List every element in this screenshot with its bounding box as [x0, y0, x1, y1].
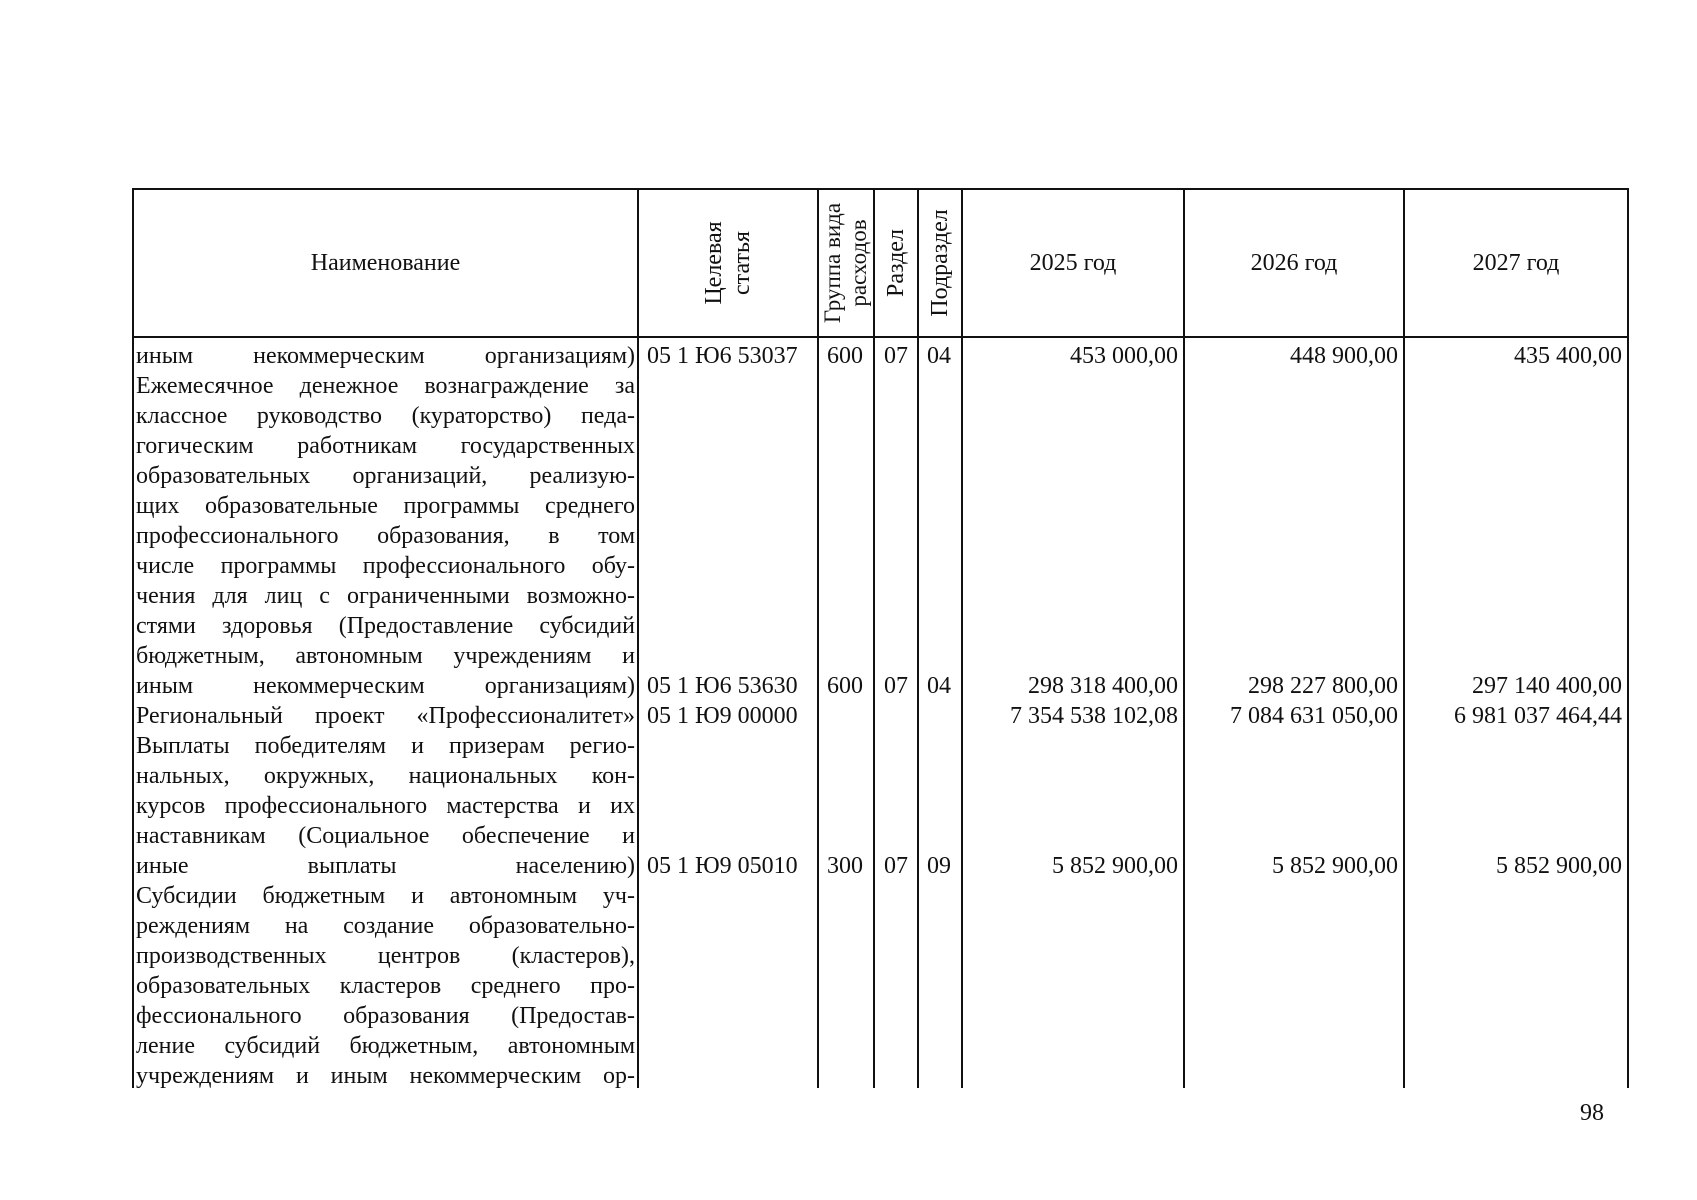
column-divider — [873, 338, 875, 1088]
row-value-2026: 448 900,00 — [1290, 343, 1398, 369]
row-value-2025: 453 000,00 — [1070, 343, 1178, 369]
header-section-label: Раздел — [883, 229, 909, 297]
column-divider — [1403, 338, 1405, 1088]
row-name: Выплаты победителям и призерам регио- нальных, окружных, национальных кон- курсов профессионального мастерства и их наставникам (Социальное обеспечение и иные выплаты населению) — [136, 733, 635, 879]
row-group: 600 — [827, 673, 863, 699]
row-value-2026: 7 084 631 050,00 — [1230, 703, 1398, 729]
row-code: 05 1 Ю9 00000 — [647, 703, 798, 729]
header-expense-group-label: Группа вида расходов — [820, 202, 871, 324]
header-2025 — [963, 188, 1185, 338]
row-subsection: 04 — [927, 673, 951, 699]
row-section: 07 — [884, 853, 908, 879]
column-divider — [1183, 338, 1185, 1088]
header-target-article — [639, 188, 819, 338]
row-subsection: 04 — [927, 343, 951, 369]
row-value-2027: 5 852 900,00 — [1496, 853, 1622, 879]
row-name: Региональный проект «Профессионалитет» — [136, 703, 635, 729]
header-2027 — [1405, 188, 1629, 338]
column-divider — [917, 338, 919, 1088]
row-name: Субсидии бюджетным и автономным уч- реждениям на создание образовательно- производственных центров (кластеров), образовательных кластеров среднего про- фессионального образования (Предостав- ление субсидий бюджетным, автономным учреждениям и иным некоммерческим ор- — [136, 883, 635, 1089]
column-divider — [1627, 338, 1629, 1088]
header-expense-group — [819, 188, 875, 338]
header-2026 — [1185, 188, 1405, 338]
header-target-article-label: Целевая статья — [701, 221, 755, 305]
row-group: 300 — [827, 853, 863, 879]
column-divider — [961, 338, 963, 1088]
row-value-2025: 5 852 900,00 — [1052, 853, 1178, 879]
header-subsection-label: Подраздел — [927, 209, 953, 317]
column-divider — [637, 338, 639, 1088]
row-code: 05 1 Ю6 53630 — [647, 673, 798, 699]
header-name — [132, 188, 639, 338]
row-value-2026: 298 227 800,00 — [1248, 673, 1398, 699]
budget-table — [132, 188, 1629, 1088]
row-group: 600 — [827, 343, 863, 369]
row-value-2026: 5 852 900,00 — [1272, 853, 1398, 879]
column-divider — [817, 338, 819, 1088]
header-2025-label: 2025 год — [1029, 249, 1117, 276]
header-name-label: Наименование — [310, 249, 461, 276]
row-code: 05 1 Ю6 53037 — [647, 343, 798, 369]
page-number: 98 — [1580, 1100, 1604, 1126]
header-2026-label: 2026 год — [1250, 249, 1338, 276]
row-section: 07 — [884, 343, 908, 369]
header-section — [875, 188, 919, 338]
row-code: 05 1 Ю9 05010 — [647, 853, 798, 879]
column-divider — [132, 338, 134, 1088]
row-value-2027: 435 400,00 — [1514, 343, 1622, 369]
row-value-2025: 298 318 400,00 — [1028, 673, 1178, 699]
header-subsection — [919, 188, 963, 338]
row-name: Ежемесячное денежное вознаграждение за классное руководство (кураторство) педа- гогическим работникам государственных образовательных организаций, реализую- щих образовательные программы среднего профессионального образования, в том числе программы профессионального обу- чения для лиц с ограниченными возможно- стями здоровья (Предоставление субсидий бюджетным, автономным учреждениям и иным некоммерческим организациям) — [136, 373, 635, 699]
row-name: иным некоммерческим организациям) — [136, 343, 635, 369]
row-value-2027: 6 981 037 464,44 — [1454, 703, 1622, 729]
row-value-2025: 7 354 538 102,08 — [1010, 703, 1178, 729]
row-value-2027: 297 140 400,00 — [1472, 673, 1622, 699]
row-subsection: 09 — [927, 853, 951, 879]
row-section: 07 — [884, 673, 908, 699]
header-2027-label: 2027 год — [1472, 249, 1560, 276]
